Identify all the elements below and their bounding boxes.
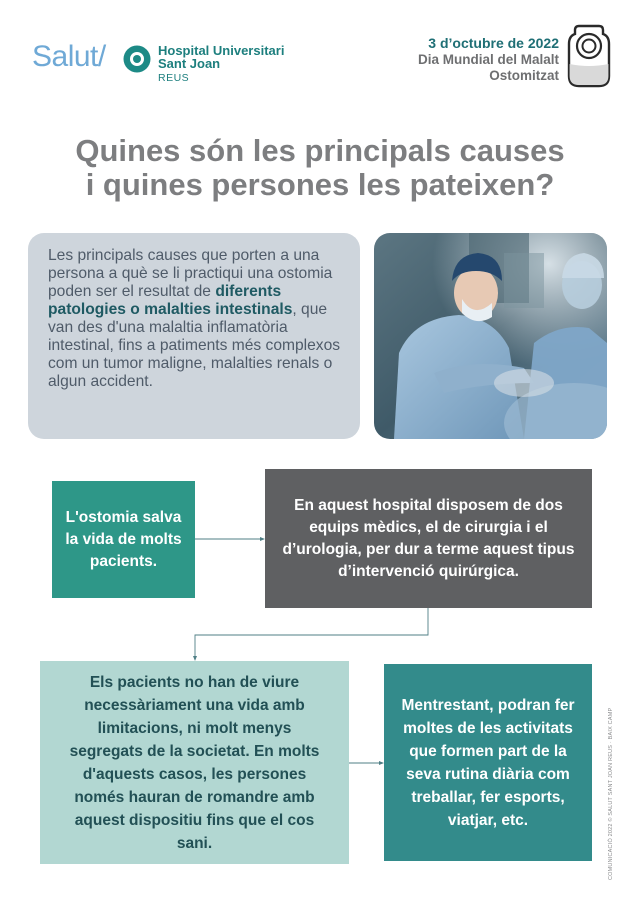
- intro-text-highlight: diferents patologies o malalties intestinals: [48, 283, 293, 318]
- hospital-logo-icon: [122, 44, 152, 74]
- flow-box-medical-teams-text: En aquest hospital disposem de dos equips mèdics, el de cirurgia i el d’urologia, per dur a terme aquest tipus d’intervenció quirúrgica.: [282, 496, 575, 580]
- hospital-name-line2: Sant Joan: [158, 56, 221, 71]
- intro-text-end: , que van des d'una malaltia inflamatòria intestinal, fins a patiments més complexos com un tumor maligne, malalties renals o algun accident.: [48, 301, 341, 390]
- flow-box-medical-teams: [265, 469, 592, 608]
- intro-text-start: Les principals causes que porten a una persona a què se li practiqui una ostomia poden ser el resultat de: [48, 247, 333, 300]
- page-title-line2: i quines persones les pateixen?: [85, 167, 555, 202]
- page-title-line1: Quines són les principals causes: [75, 133, 565, 168]
- flow-box-daily-activities: [384, 664, 592, 861]
- page-title: [30, 134, 610, 202]
- flow-box-daily-activities-text: Mentrestant, podran fer moltes de les activitats que formen part de la seva rutina diària com treballar, fer esports, viatjar, etc.: [401, 696, 575, 829]
- hospital-name: [158, 44, 284, 70]
- hospital-name-line1: Hospital Universitari: [158, 43, 285, 58]
- salut-logo-text: Salut/: [32, 40, 106, 73]
- flow-box-saves-lives-text: L'ostomia salva la vida de molts pacients.: [65, 508, 182, 570]
- intro-text-box: [28, 233, 360, 439]
- hospital-city: REUS: [158, 72, 190, 84]
- arrow-b-to-c: [195, 608, 428, 658]
- flow-box-saves-lives: [52, 481, 195, 598]
- surgeons-operating-photo: [374, 233, 607, 439]
- credit-text: COMUNICACIÓ 2022 © SALUT SANT JOAN REUS · BAIX CAMP: [608, 707, 614, 880]
- event-date: 3 d’octubre de 2022: [428, 35, 559, 51]
- flow-box-no-limitations-text: Els pacients no han de viure necessàriament una vida amb limitacions, ni molt menys segregats de la societat. En molts d'aquests casos, les persones només hauran de romandre amb aquest dispositiu fins que el cos sani.: [69, 673, 320, 852]
- event-name: Dia Mundial del Malalt Ostomitzat: [417, 52, 559, 83]
- flow-box-no-limitations: [40, 661, 349, 864]
- ostomy-bag-icon: [567, 24, 611, 88]
